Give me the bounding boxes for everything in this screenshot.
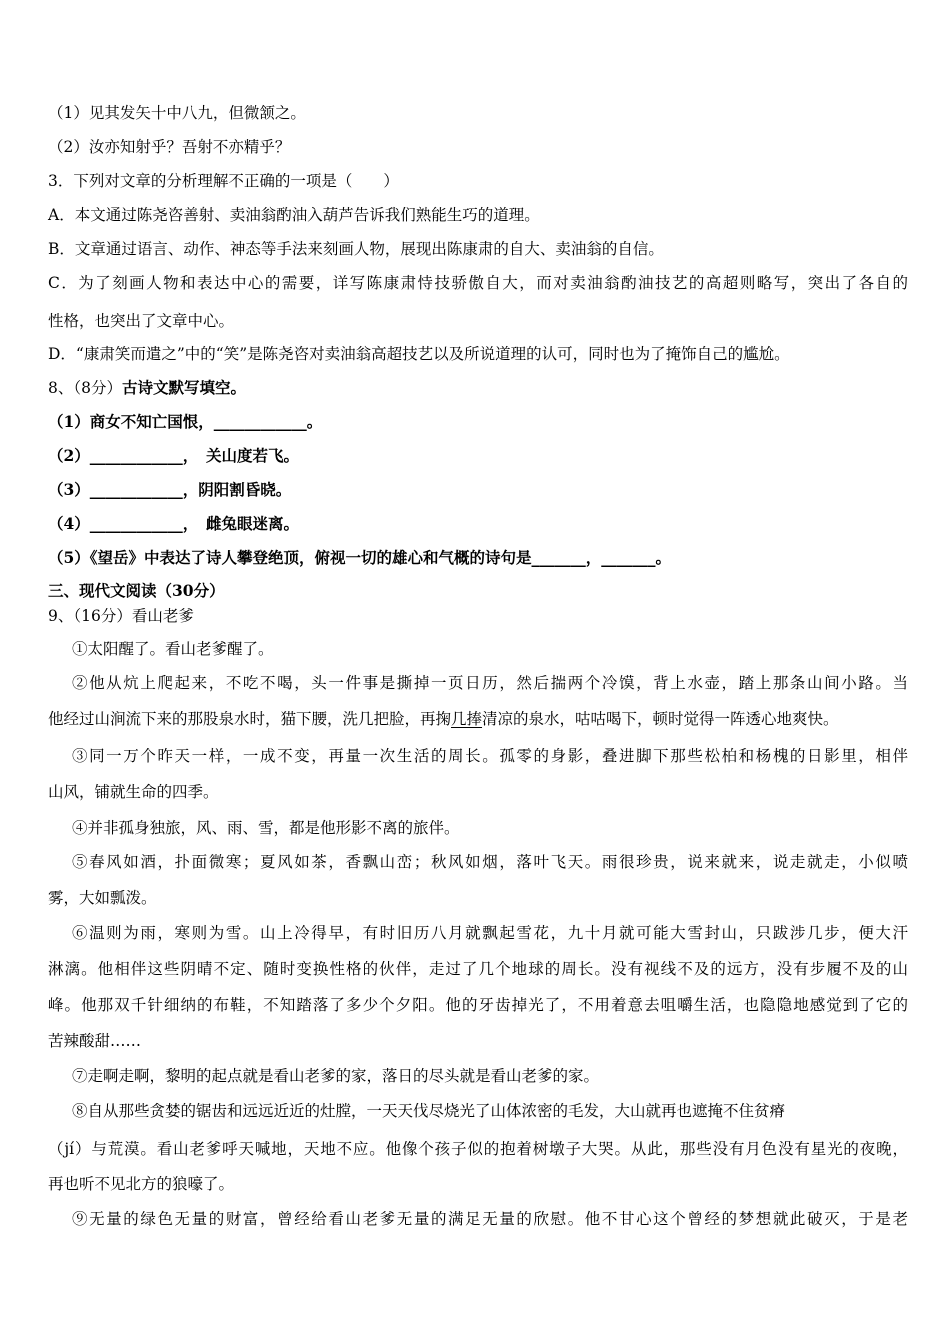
q3-option-a: A．本文通过陈尧咨善射、卖油翁酌油入葫芦告诉我们熟能生巧的道理。: [48, 206, 540, 224]
q2-translation-1: （1）见其发矢十中八九，但微颔之。: [48, 104, 306, 122]
q3-option-b: B．文章通过语言、动作、神态等手法来刻画人物，展现出陈康肃的自大、卖油翁的自信。: [48, 240, 664, 258]
passage-p8-line2: （jí）与荒漠。看山老爹呼天喊地，天地不应。他像个孩子似的抱着树墩子大哭。从此，那些没有月色没有星光的夜晚，: [48, 1140, 908, 1158]
passage-p2-line2: [48, 709, 908, 729]
passage-p3-line1: ③同一万个昨天一样，一成不变，再量一次生活的周长。孤零的身影，叠进脚下那些松柏和杨槐的日影里，相伴: [72, 747, 908, 765]
passage-p1: ①太阳醒了。看山老爹醒了。: [72, 640, 274, 658]
q8-title-prefix: 8、（8分）: [48, 379, 122, 397]
passage-p2-line1: ②他从炕上爬起来，不吃不喝，头一件事是撕掉一页日历，然后揣两个冷馍，背上水壶，踏上那条山间小路。当: [72, 674, 908, 692]
q8-blank-4: （4）____________， 雌兔眼迷离。: [48, 514, 300, 533]
passage-p6-line4: 苦辣酸甜……: [48, 1032, 142, 1050]
q2-translation-2: （2）汝亦知射乎？吾射不亦精乎？: [48, 138, 291, 156]
passage-p6-line3: 峰。他那双千针细纳的布鞋，不知踏落了多少个夕阳。他的牙齿掉光了，不用着意去咀嚼生活，也隐隐地感觉到了它的: [48, 996, 908, 1014]
passage-p3-line2: 山风，铺就生命的四季。: [48, 783, 219, 801]
passage-p9-line1: ⑨无量的绿色无量的财富，曾经给看山老爹无量的满足无量的欣慰。他不甘心这个曾经的梦想就此破灭，于是老: [72, 1210, 908, 1228]
q3-option-c-line1: C．为了刻画人物和表达中心的需要，详写陈康肃恃技骄傲自大，而对卖油翁酌油技艺的高超则略写，突出了各自的: [48, 274, 908, 292]
q8-blank-3: （3）____________，阴阳割昏晓。: [48, 480, 292, 499]
passage-p8-line3: 再也听不见北方的狼嚎了。: [48, 1175, 235, 1193]
p2-text-pre: 他经过山涧流下来的那股泉水时，猫下腰，洗几把脸，再掬: [48, 710, 452, 728]
p2-underlined-word: 几捧: [451, 710, 483, 728]
passage-p4: ④并非孤身独旅，风、雨、雪，都是他形影不离的旅伴。: [72, 819, 460, 837]
q8-blank-5: （5）《望岳》中表达了诗人攀登绝顶，俯视一切的雄心和气概的诗句是_______，_______。: [48, 548, 672, 567]
q8-blank-1: （1）商女不知亡国恨，____________。: [48, 412, 323, 431]
passage-p8-line1: ⑧自从那些贪婪的锯齿和远远近近的灶膛，一天天伐尽烧光了山体浓密的毛发，大山就再也遮掩不住贫瘠: [72, 1102, 786, 1120]
passage-p6-line2: 淋漓。他相伴这些阴晴不定、随时变换性格的伙伴，走过了几个地球的周长。没有视线不及的远方，没有步履不及的山: [48, 960, 908, 978]
q3-option-c-line2: 性格，也突出了文章中心。: [48, 312, 235, 330]
q8-title-text: 古诗文默写填空。: [121, 378, 246, 397]
q3-stem: 3．下列对文章的分析理解不正确的一项是（ ）: [48, 172, 399, 190]
q3-option-d: D．“康肃笑而遣之”中的“笑”是陈尧咨对卖油翁高超技艺以及所说道理的认可，同时也为了掩饰自己的尴尬。: [48, 345, 790, 363]
passage-p7: ⑦走啊走啊，黎明的起点就是看山老爹的家，落日的尽头就是看山老爹的家。: [72, 1067, 600, 1085]
passage-p6-line1: ⑥温则为雨，寒则为雪。山上冷得早，有时旧历八月就飘起雪花，九十月就可能大雪封山，只跋涉几步，便大汗: [72, 924, 908, 942]
q9-title: 9、（16分）看山老爹: [48, 607, 194, 625]
q8-title: [48, 378, 908, 398]
section-heading: 三、现代文阅读（30分）: [48, 581, 225, 600]
passage-p5-line1: ⑤春风如酒，扑面微寒；夏风如茶，香飘山峦；秋风如烟，落叶飞天。雨很珍贵，说来就来，说走就走，小似喷: [72, 853, 908, 871]
passage-p5-line2: 雾，大如瓢泼。: [48, 889, 157, 907]
q8-blank-2: （2）____________， 关山度若飞。: [48, 446, 300, 465]
p2-text-post: 清凉的泉水，咕咕喝下，顿时觉得一阵透心地爽快。: [482, 710, 839, 728]
